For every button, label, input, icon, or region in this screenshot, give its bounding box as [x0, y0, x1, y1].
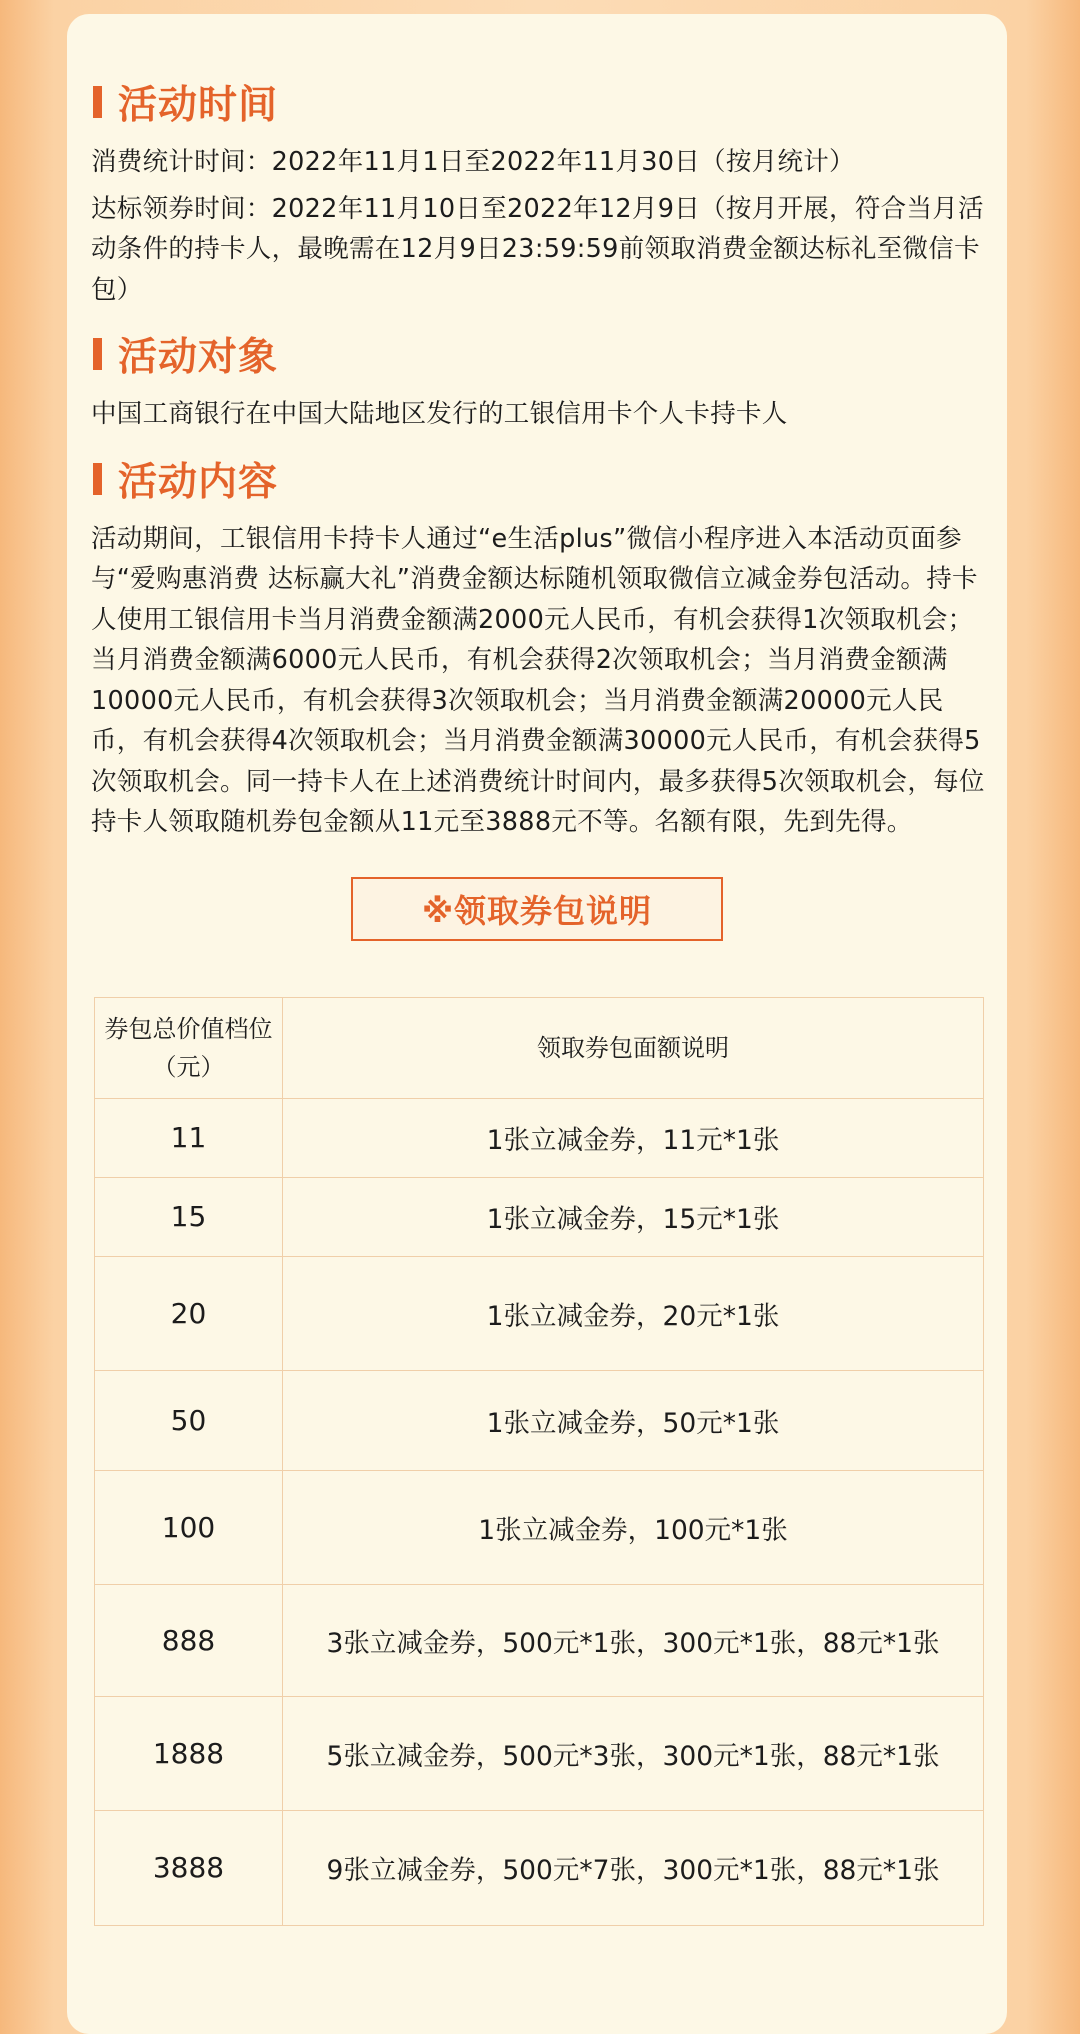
section-marker [93, 86, 102, 118]
table-row [95, 1177, 984, 1256]
stat-time-text: 消费统计时间：2022年11月1日至2022年11月30日（按月统计） [91, 147, 855, 177]
tier-value: 50 [95, 1370, 283, 1470]
tier-desc: 1张立减金券，50元*1张 [283, 1370, 984, 1470]
tier-value: 888 [95, 1584, 283, 1696]
table-row [95, 1584, 984, 1696]
tier-value: 3888 [95, 1810, 283, 1925]
tier-value: 100 [95, 1470, 283, 1584]
activity-card [67, 14, 1007, 2034]
table-row [95, 1810, 984, 1925]
section-marker [93, 338, 102, 370]
table-row [95, 1696, 984, 1810]
tier-value: 1888 [95, 1696, 283, 1810]
section-header-time [93, 72, 987, 132]
table-row [95, 1256, 984, 1370]
tier-desc: 1张立减金券，100元*1张 [283, 1470, 984, 1584]
table-row [95, 1370, 984, 1470]
table-row [95, 1470, 984, 1584]
header-tier: 券包总价值档位（元） [95, 997, 283, 1098]
tier-value: 15 [95, 1177, 283, 1256]
tier-desc: 3张立减金券，500元*1张，300元*1张，88元*1张 [283, 1584, 984, 1696]
section-title: 活动内容 [118, 459, 279, 505]
tier-desc: 1张立减金券，20元*1张 [283, 1256, 984, 1370]
target-text: 中国工商银行在中国大陆地区发行的工银信用卡个人卡持卡人 [91, 399, 788, 429]
header-desc: 领取券包面额说明 [283, 997, 984, 1098]
tier-desc: 9张立减金券，500元*7张，300元*1张，88元*1张 [283, 1810, 984, 1925]
section-title: 活动时间 [118, 83, 279, 128]
section-title: 活动对象 [118, 335, 279, 380]
tier-desc: 1张立减金券，11元*1张 [283, 1098, 984, 1177]
section-header-content [93, 449, 987, 509]
table-row [95, 1098, 984, 1177]
coupon-time-text: 达标领券时间：2022年11月10日至2022年12月9日（按月开展，符合当月活动条件的持卡人，最晚需在12月9日23:59:59前领取消费金额达标礼至微信卡包） [91, 193, 984, 305]
table-header-row [95, 997, 984, 1098]
tier-value: 11 [95, 1098, 283, 1177]
tier-desc: 5张立减金券，500元*3张，300元*1张，88元*1张 [283, 1696, 984, 1810]
section-marker [93, 463, 102, 495]
coupon-table [94, 997, 984, 1926]
tier-desc: 1张立减金券，15元*1张 [283, 1177, 984, 1256]
content-text: 活动期间，工银信用卡持卡人通过“e生活plus”微信小程序进入本活动页面参与“爱购惠消费 达标赢大礼”消费金额达标随机领取微信立减金券包活动。持卡人使用工银信用卡当月消费金额满2000元人民币，有机会获得1次领取机会；当月消费金额满6000元人民币，有机会获得2次领取机会；当月消费金额满10000元人民币，有机会获得3次领取机会；当月消费金额满20000元人民币，有机会获得4次领取机会；当月消费金额满30000元人民币，有机会获得5次领取机会。同一持卡人在上述消费统计时间内，最多获得5次领取机会，每位持卡人领取随机券包金额从11元至3888元不等。名额有限，先到先得。 [91, 523, 985, 837]
coupon-button-wrap [87, 877, 987, 941]
coupon-info-button[interactable]: ※领取券包说明 [351, 877, 723, 941]
tier-value: 20 [95, 1256, 283, 1370]
section-header-target [93, 324, 987, 384]
